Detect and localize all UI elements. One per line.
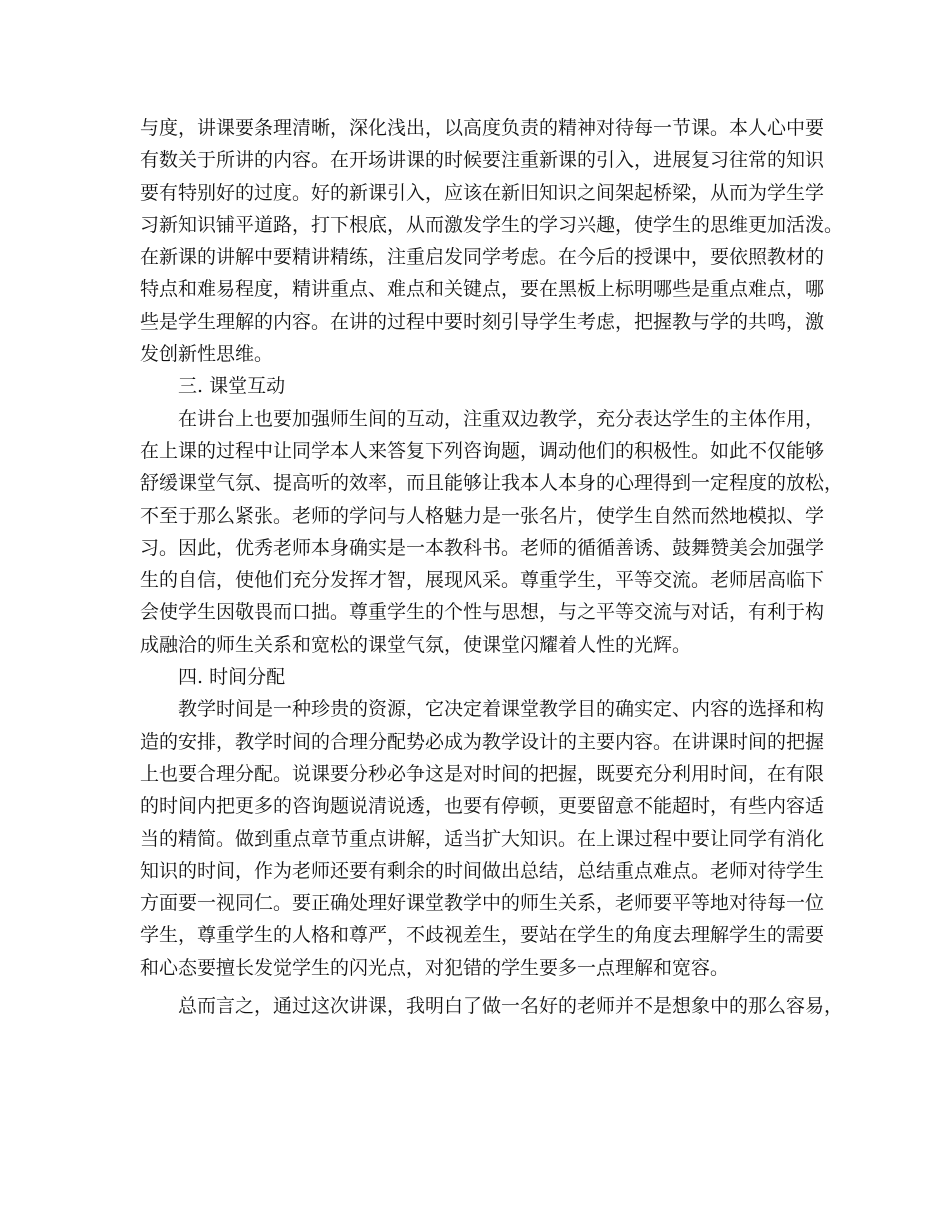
text-line: 在讲台上也要加强师生间的互动，注重双边教学，充分表达学生的主体作用，: [178, 407, 825, 430]
text-line: 和心态要擅长发觉学生的闪光点，对犯错的学生要多一点理解和宽容。: [140, 956, 730, 979]
text-line: 方面要一视同仁。要正确处理好课堂教学中的师生关系，老师要平等地对待每一位: [140, 892, 825, 915]
text-line: 的时间内把更多的咨询题说清说透，也要有停顿，更要留意不能超时，有些内容适: [140, 795, 825, 818]
text-line: 要有特别好的过度。好的新课引入，应该在新旧知识之间架起桥梁，从而为学生学: [140, 181, 825, 204]
text-line: 特点和难易程度，精讲重点、难点和关键点，要在黑板上标明哪些是重点难点，哪: [140, 278, 825, 301]
text-line: 会使学生因敬畏而口拙。尊重学生的个性与思想，与之平等交流与对话，有利于构: [140, 601, 825, 624]
text-line: 总而言之，通过这次讲课，我明白了做一名好的老师并不是想象中的那么容易，: [178, 995, 844, 1018]
text-line: 不至于那么紧张。老师的学问与人格魅力是一张名片，使学生自然而然地模拟、学: [140, 504, 825, 527]
text-line: 造的安排，教学时间的合理分配势必成为教学设计的主要内容。在讲课时间的把握: [140, 730, 825, 753]
text-line: 知识的时间，作为老师还要有剩余的时间做出总结，总结重点难点。老师对待学生: [140, 859, 825, 882]
text-line: 有数关于所讲的内容。在开场讲课的时候要注重新课的引入，进展复习往常的知识: [140, 149, 825, 172]
text-line: 四. 时间分配: [178, 666, 286, 689]
text-line: 三. 课堂互动: [178, 375, 286, 398]
text-line: 上也要合理分配。说课要分秒必争这是对时间的把握，既要充分利用时间，在有限: [140, 762, 825, 785]
text-line: 舒缓课堂气氛、提高听的效率，而且能够让我本人本身的心理得到一定程度的放松，: [140, 472, 844, 495]
text-line: 与度，讲课要条理清晰，深化浅出，以高度负责的精神对待每一节课。本人心中要: [140, 117, 825, 139]
text-line: 习新知识铺平道路，打下根底，从而激发学生的学习兴趣，使学生的思维更加活泼。: [140, 213, 844, 236]
text-line: 习。因此，优秀老师本身确实是一本教科书。老师的循循善诱、鼓舞赞美会加强学: [140, 536, 825, 559]
document-body: [140, 112, 844, 1022]
text-line: 些是学生理解的内容。在讲的过程中要时刻引导学生考虑，把握教与学的共鸣，激: [140, 310, 825, 333]
text-line: 发创新性思维。: [140, 343, 274, 366]
text-line: 在上课的过程中让同学本人来答复下列咨询题，调动他们的积极性。如此不仅能够: [140, 439, 825, 462]
text-line: 成融洽的师生关系和宽松的课堂气氛，使课堂闪耀着人性的光辉。: [140, 633, 692, 656]
text-line: 在新课的讲解中要精讲精练，注重启发同学考虑。在今后的授课中，要依照教材的: [140, 246, 825, 269]
text-line: 学生，尊重学生的人格和尊严，不歧视差生，要站在学生的角度去理解学生的需要: [140, 924, 825, 947]
text-line: 当的精简。做到重点章节重点讲解，适当扩大知识。在上课过程中要让同学有消化: [140, 827, 825, 850]
text-line: 生的自信，使他们充分发挥才智，展现风采。尊重学生，平等交流。老师居高临下: [140, 569, 825, 592]
text-line: 教学时间是一种珍贵的资源，它决定着课堂教学目的确实定、内容的选择和构: [178, 698, 825, 721]
